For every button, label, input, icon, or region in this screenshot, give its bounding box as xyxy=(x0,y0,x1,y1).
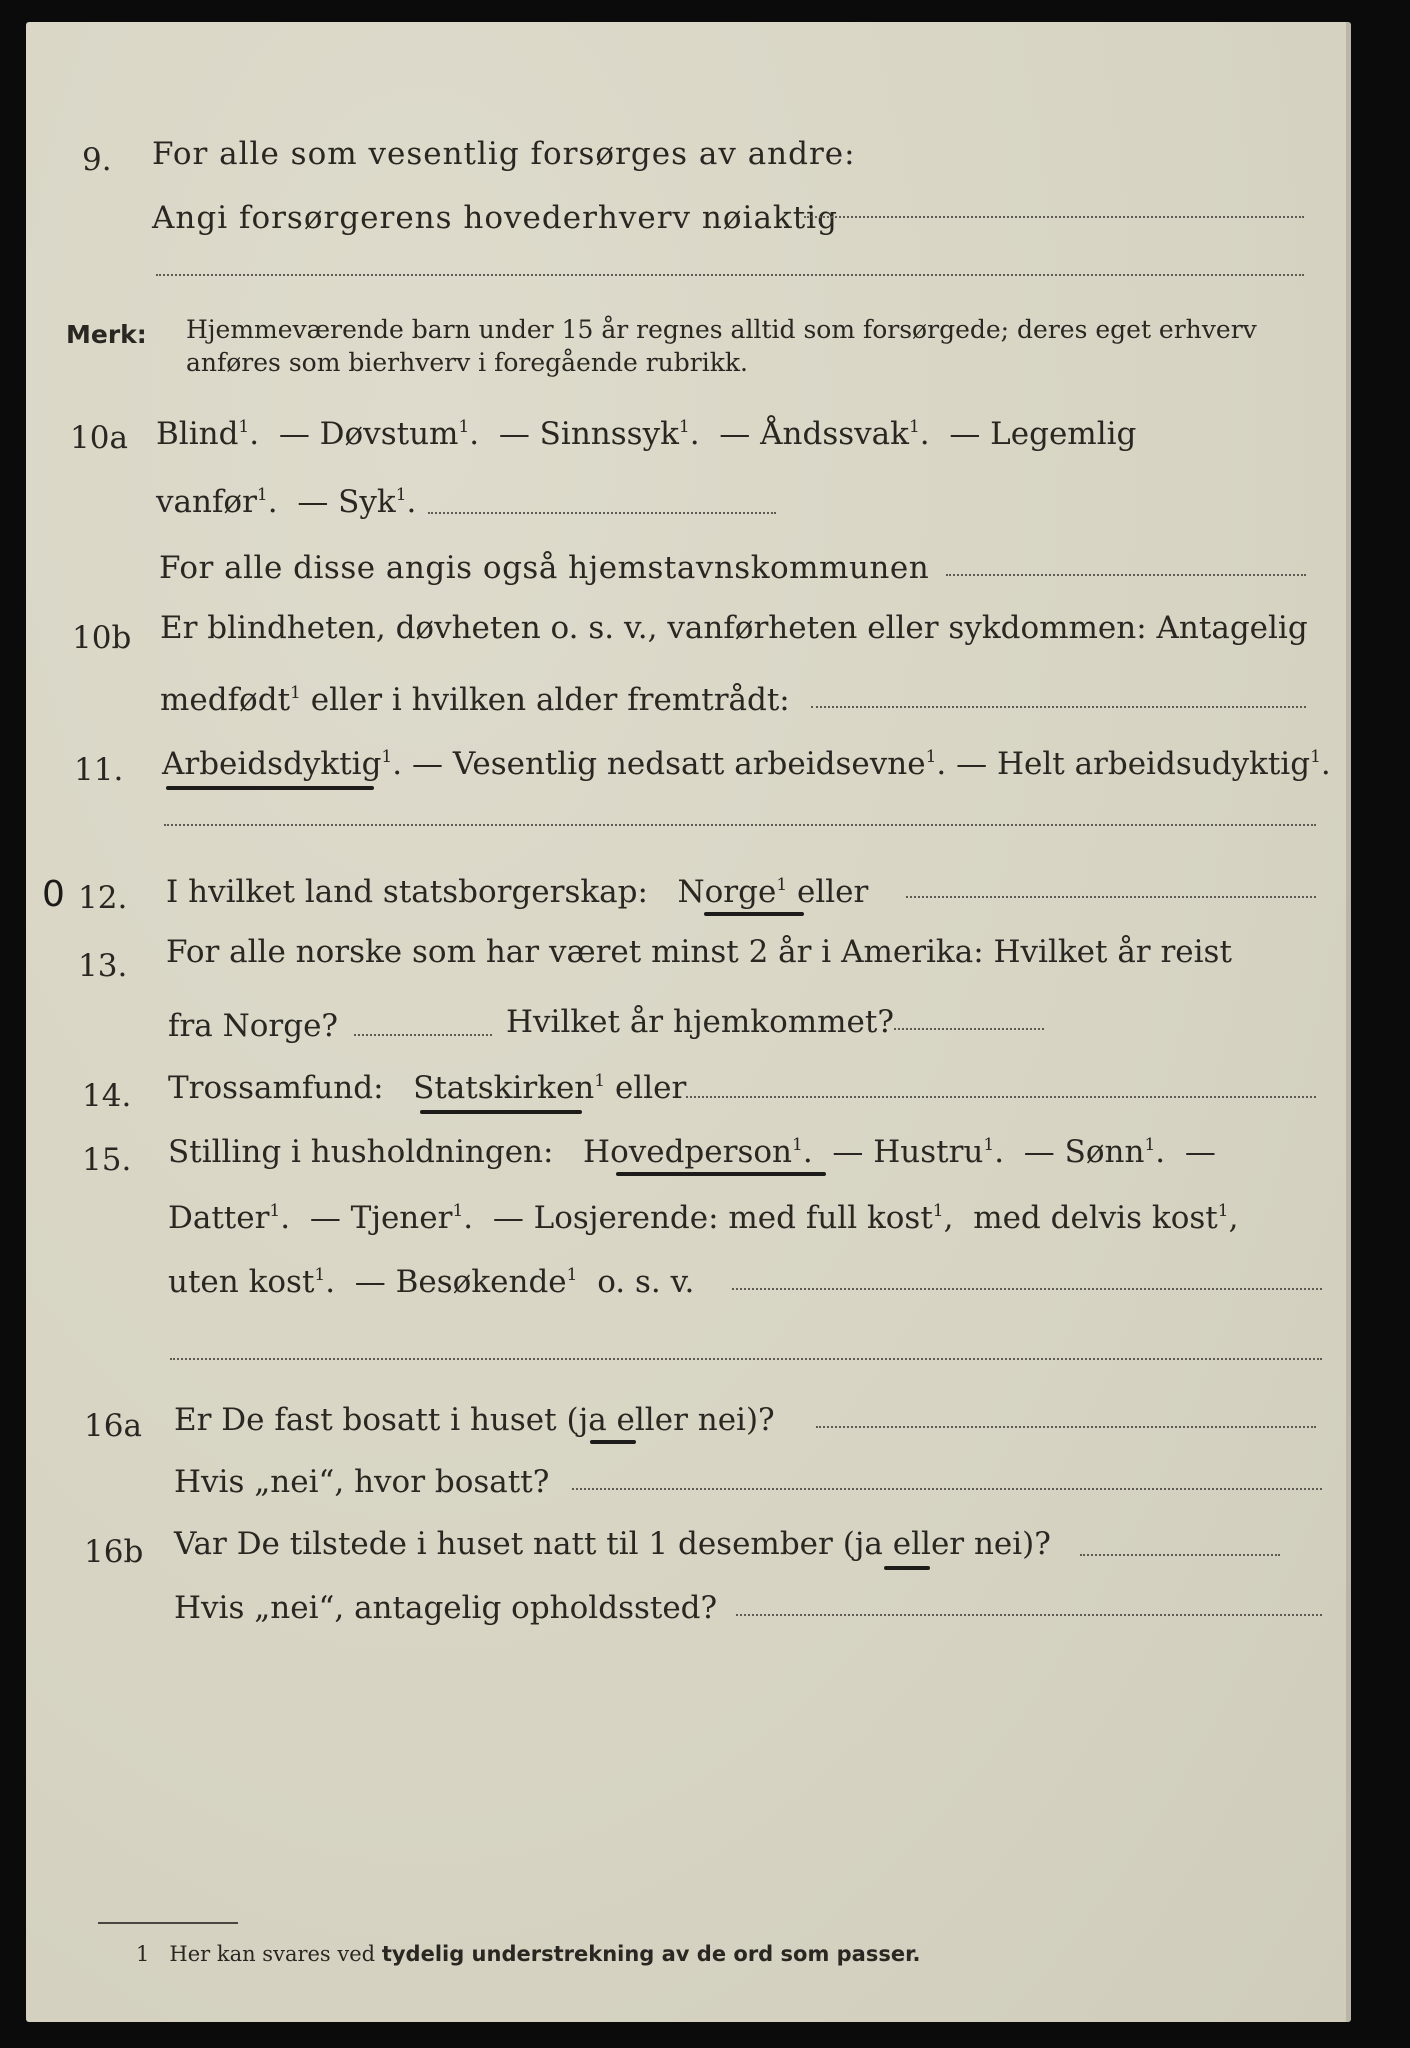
q16a-answer-line[interactable] xyxy=(816,1426,1316,1428)
underline-statskirken xyxy=(420,1110,582,1114)
opt-16a-ja[interactable]: (ja xyxy=(566,1402,607,1438)
opt-16b-ja[interactable]: (ja xyxy=(842,1526,883,1562)
merk-label: Merk: xyxy=(66,320,147,349)
q9-line2: Angi forsørgerens hovederhverv nøiaktig xyxy=(152,200,838,236)
opt-andssvak[interactable]: — Åndssvak xyxy=(719,416,909,452)
opt-udyktig[interactable]: — Helt arbeidsudyktig xyxy=(956,746,1311,782)
q10a-number: 10a xyxy=(70,420,128,456)
opt-norge[interactable]: Norge xyxy=(677,874,777,910)
q15-line2: Datter$^1$. — Tjener$^1$. — Losjerende: med full kost$^1$, med delvis kost$^1$, xyxy=(168,1200,1239,1236)
opt-losjerende-full[interactable]: — Losjerende: med full kost xyxy=(492,1200,933,1236)
q9-number: 9. xyxy=(82,142,112,178)
footnote-rule xyxy=(98,1922,238,1924)
q15-line1: Stilling i husholdningen: Hovedperson$^1$. — Hustru$^1$. — Sønn$^1$. — xyxy=(168,1134,1216,1170)
q16b-number: 16b xyxy=(84,1534,144,1570)
q10a-answer-line[interactable] xyxy=(428,512,776,514)
underline-norge xyxy=(704,912,804,916)
q16b-line1 xyxy=(174,1524,1051,1564)
underline-arbeidsdyktig xyxy=(166,786,374,790)
q14-eller: eller xyxy=(614,1070,687,1106)
q11-line: Arbeidsdyktig$^1$. — Vesentlig nedsatt arbeidsevne$^1$. — Helt arbeidsudyktig$^1$. xyxy=(162,746,1331,782)
opt-besokende[interactable]: — Besøkende xyxy=(354,1264,567,1300)
opt-blind[interactable]: Blind xyxy=(156,416,239,452)
q13-reist-line[interactable] xyxy=(354,1034,492,1036)
q15-answer-line-2[interactable] xyxy=(170,1358,1322,1360)
census-form-page xyxy=(26,22,1351,2022)
opt-sonn[interactable]: — Sønn xyxy=(1023,1134,1145,1170)
q15-number: 15. xyxy=(82,1142,132,1178)
q13-hjemkommet-line[interactable] xyxy=(894,1028,1044,1030)
opt-medfodt[interactable]: medfødt xyxy=(160,682,291,718)
q13-line2a: fra Norge? xyxy=(168,1008,339,1044)
q12-number: 12. xyxy=(78,880,128,916)
opt-statskirken[interactable]: Statskirken xyxy=(413,1070,595,1106)
handwritten-mark: 0 xyxy=(42,874,65,915)
q12-answer-line[interactable] xyxy=(906,896,1316,898)
underline-16a-ja xyxy=(590,1440,636,1444)
q12-lead: I hvilket land statsborgerskap: xyxy=(166,874,648,910)
q12-line: I hvilket land statsborgerskap: Norge$^1$ eller xyxy=(166,874,869,910)
q13-number: 13. xyxy=(78,948,128,984)
q15-line3: uten kost$^1$. — Besøkende$^1$ o. s. v. xyxy=(168,1264,695,1300)
q10a-hjemstavn-line[interactable] xyxy=(946,574,1306,576)
opt-arbeidsdyktig[interactable]: Arbeidsdyktig xyxy=(162,746,382,782)
opt-syk[interactable]: — Syk xyxy=(297,484,396,520)
footnote-text1: Her kan svares ved xyxy=(169,1942,376,1966)
q16a-line1a: Er De fast bosatt i huset xyxy=(174,1402,557,1438)
underline-hovedperson xyxy=(616,1172,826,1176)
q15-answer-line[interactable] xyxy=(732,1288,1322,1290)
opt-datter[interactable]: Datter xyxy=(168,1200,270,1236)
q16a-line2: Hvis „nei“, hvor bosatt? xyxy=(174,1464,550,1500)
q16b-answer-line[interactable] xyxy=(1080,1554,1280,1556)
q14-lead: Trossamfund: xyxy=(168,1070,384,1106)
opt-dovstum[interactable]: — Døvstum xyxy=(278,416,459,452)
q9-answer-line[interactable] xyxy=(804,216,1304,218)
footnote-text2: tydelig understrekning av de ord som passer. xyxy=(381,1942,921,1966)
page-fold-edge xyxy=(1346,22,1351,2022)
opt-legemlig[interactable]: — Legemlig xyxy=(949,416,1137,452)
q10b-line2: medfødt$^1$ eller i hvilken alder fremtrådt: xyxy=(160,682,790,718)
q16a-number: 16a xyxy=(84,1408,142,1444)
underline-16b-ja xyxy=(884,1566,930,1570)
q9-line1: For alle som vesentlig forsørges av andre: xyxy=(152,136,856,172)
q16b-line1b: eller nei)? xyxy=(892,1526,1051,1562)
q10a-line1: Blind$^1$. — Døvstum$^1$. — Sinnssyk$^1$. — Åndssvak$^1$. — Legemlig xyxy=(156,416,1137,452)
q10b-line1: Er blindheten, døvheten o. s. v., vanførheten eller sykdommen: Antagelig xyxy=(160,610,1308,646)
merk-line2: anføres som bierhverv i foregående rubrikk. xyxy=(186,348,748,377)
opt-tjener[interactable]: — Tjener xyxy=(309,1200,453,1236)
q15-dash: — xyxy=(1184,1134,1216,1170)
opt-uten-kost[interactable]: uten kost xyxy=(168,1264,315,1300)
footnote xyxy=(136,1934,920,1974)
q12-eller: eller xyxy=(797,874,869,910)
q14-line: Trossamfund: Statskirken$^1$ eller xyxy=(168,1070,687,1106)
q10b-line2-rest: eller i hvilken alder fremtrådt: xyxy=(310,682,790,718)
merk-line1: Hjemmeværende barn under 15 år regnes alltid som forsørgede; deres eget erhverv xyxy=(186,315,1257,344)
opt-sinnssyk[interactable]: — Sinnssyk xyxy=(498,416,679,452)
q10b-answer-line[interactable] xyxy=(811,706,1306,708)
q15-lead: Stilling i husholdningen: xyxy=(168,1134,554,1170)
q16a-line1b: eller nei)? xyxy=(616,1402,775,1438)
q10b-number: 10b xyxy=(72,620,132,656)
opt-hovedperson[interactable]: Hovedperson xyxy=(583,1134,792,1170)
opt-hustru[interactable]: — Hustru xyxy=(832,1134,984,1170)
q15-osv: o. s. v. xyxy=(597,1264,695,1300)
q14-answer-line[interactable] xyxy=(686,1096,1316,1098)
q13-line2b: Hvilket år hjemkommet? xyxy=(506,1004,894,1040)
q9-answer-line-2[interactable] xyxy=(156,274,1304,276)
q16b-opholdssted-line[interactable] xyxy=(736,1614,1322,1616)
q16a-line1 xyxy=(174,1400,775,1440)
footnote-mark: 1 xyxy=(136,1942,150,1966)
q13-line1: For alle norske som har været minst 2 år i Amerika: Hvilket år reist xyxy=(166,934,1232,970)
opt-vanfor[interactable]: vanfør xyxy=(156,484,257,520)
q10a-line2: vanfør$^1$. — Syk$^1$. xyxy=(156,484,417,520)
q16a-bosatt-line[interactable] xyxy=(572,1488,1322,1490)
q11-number: 11. xyxy=(74,752,124,788)
q10a-line3: For alle disse angis også hjemstavnskommunen xyxy=(159,550,930,586)
q16b-line1a: Var De tilstede i huset natt til 1 desember xyxy=(174,1526,833,1562)
opt-nedsatt[interactable]: — Vesentlig nedsatt arbeidsevne xyxy=(411,746,926,782)
q16b-line2: Hvis „nei“, antagelig opholdssted? xyxy=(174,1590,718,1626)
q14-number: 14. xyxy=(82,1078,132,1114)
opt-delvis-kost[interactable]: med delvis kost xyxy=(973,1200,1218,1236)
q11-answer-line[interactable] xyxy=(164,824,1316,826)
